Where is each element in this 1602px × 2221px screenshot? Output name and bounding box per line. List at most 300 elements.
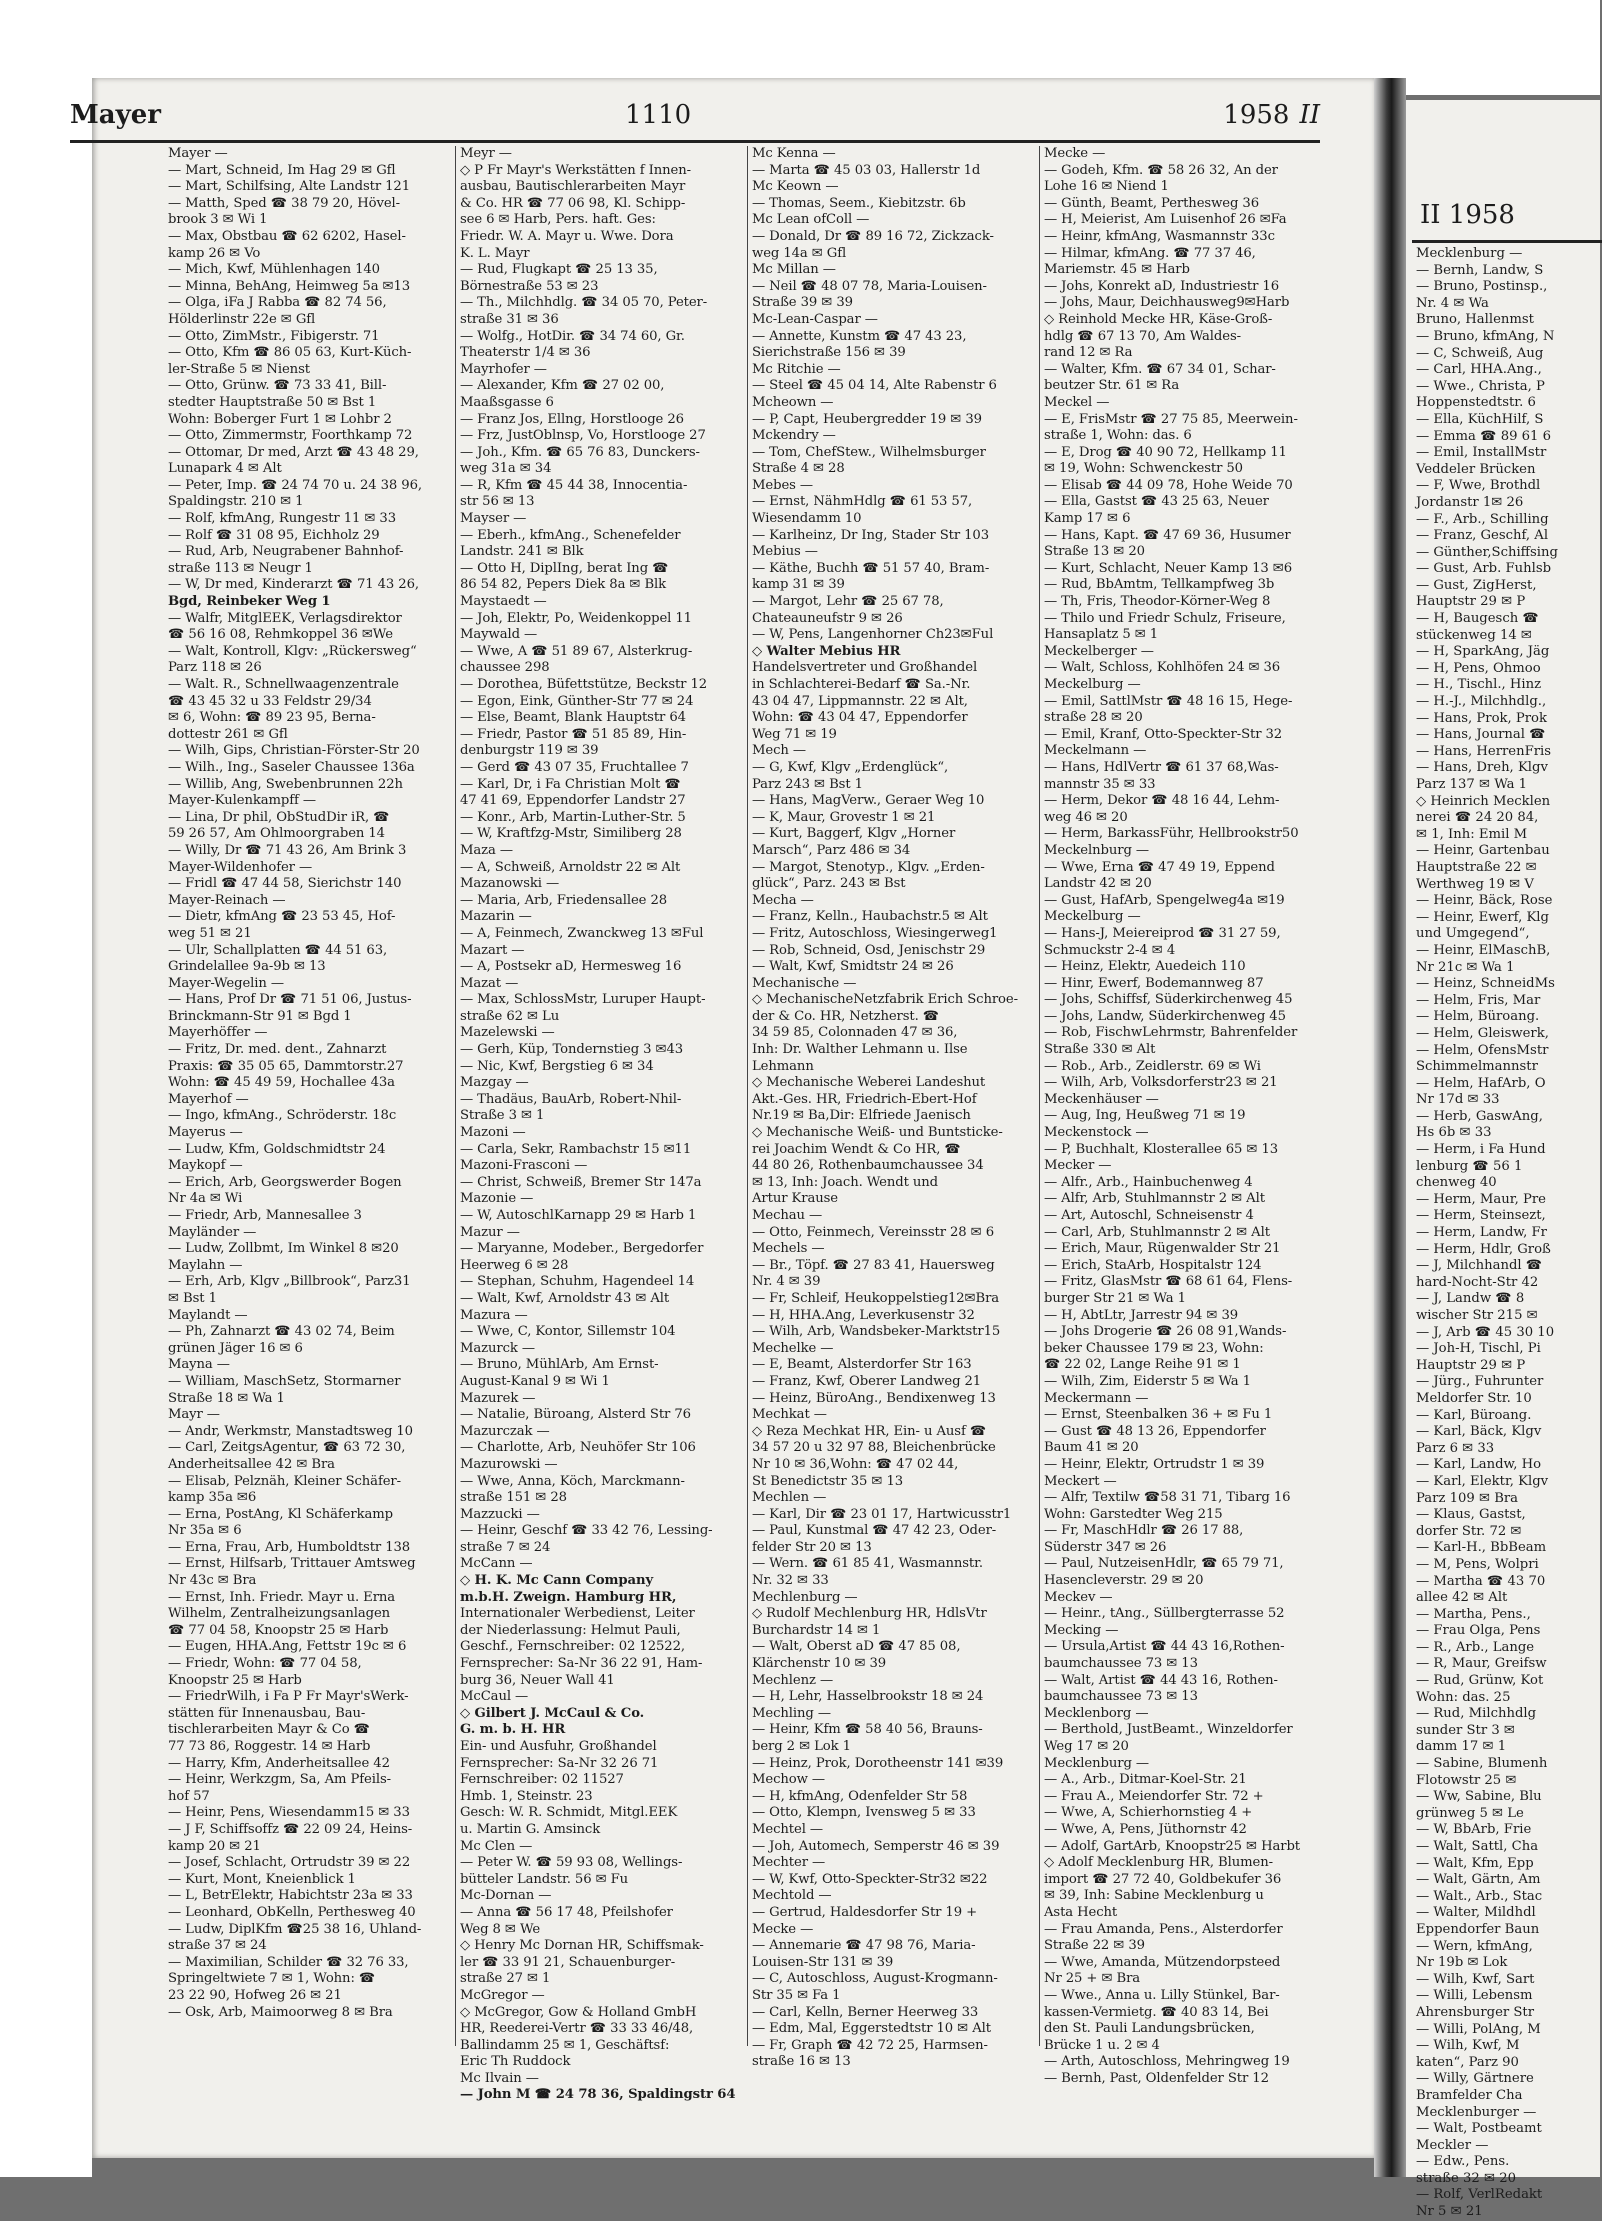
facing-page-entry-line: Hauptstr 29 ✉ P — [1416, 594, 1526, 610]
directory-entry-line: Anderheitsallee 42 ✉ Bra — [168, 1456, 335, 1472]
directory-entry-line: Handelsvertreter und Großhandel — [752, 660, 978, 676]
directory-entry-line: glück“, Parz. 243 ✉ Bst — [752, 876, 906, 892]
facing-page-entry-line: — Wern, kfmAng, — [1416, 1938, 1533, 1954]
facing-page-entry-line: Nr 5 ✉ 21 — [1416, 2204, 1483, 2220]
directory-entry-line: — Gust, HafArb, Spengelweg4a ✉19 — [1044, 892, 1285, 908]
directory-entry-line: Mecha — — [752, 892, 814, 908]
directory-entry-line: 47 41 69, Eppendorfer Landstr 27 — [460, 793, 686, 809]
directory-entry-line: — Rud, Flugkapt ☎ 25 13 35, — [460, 262, 658, 278]
directory-entry-line: Mechlenz — — [752, 1672, 834, 1688]
directory-entry-line: — Fr, MaschHdlr ☎ 26 17 88, — [1044, 1523, 1244, 1539]
facing-page-entry-line: chenweg 40 — [1416, 1175, 1497, 1191]
directory-entry-line: — Friedr, Pastor ☎ 51 85 89, Hin- — [460, 726, 687, 742]
directory-entry-line: — William, MaschSetz, Stormarner — [168, 1373, 401, 1389]
directory-entry-line: Mechter — — [752, 1855, 826, 1871]
directory-entry-line: ◇ Mechanische Weiß- und Buntsticke- — [752, 1125, 1003, 1141]
directory-entry-line: Meckermann — — [1044, 1390, 1149, 1406]
directory-entry-line: — H, Lehr, Hasselbrookstr 18 ✉ 24 — [752, 1689, 984, 1705]
directory-entry-line: see 6 ✉ Harb, Pers. haft. Ges: — [460, 212, 656, 228]
directory-entry-line: Nr 10 ✉ 36,Wohn: ☎ 47 02 44, — [752, 1456, 959, 1472]
directory-entry-line: — Gerh, Küp, Tondernstieg 3 ✉43 — [460, 1042, 684, 1058]
directory-entry-line: Mech — — [752, 743, 806, 759]
directory-entry-line: Meckev — — [1044, 1589, 1113, 1605]
directory-entry-line: — Heinr, Elektr, Ortrudstr 1 ✉ 39 — [1044, 1456, 1265, 1472]
directory-entry-line: Mc Millan — — [752, 262, 836, 278]
facing-page-entry-line: Schimmelmannstr — [1416, 1059, 1538, 1075]
directory-entry-line: — Hinr, Ewerf, Bodemannweg 87 — [1044, 975, 1264, 991]
directory-entry-line: Nr. 4 ✉ 39 — [752, 1274, 821, 1290]
directory-entry-line: Mariemstr. 45 ✉ Harb — [1044, 262, 1190, 278]
directory-entry-line: Mazat — — [460, 975, 519, 991]
directory-entry-line: — Joh, Automech, Semperstr 46 ✉ 39 — [752, 1838, 1000, 1854]
directory-entry-line: — Ludw, Zollbmt, Im Winkel 8 ✉20 — [168, 1241, 399, 1257]
directory-entry-line: — Edm, Mal, Eggerstedtstr 10 ✉ Alt — [752, 2021, 991, 2037]
facing-page-entry-line: Parz 137 ✉ Wa 1 — [1416, 777, 1528, 792]
facing-page-entry-line: — Rud, Grünw, Kot — [1416, 1673, 1544, 1689]
directory-entry-line: — Ludw, DiplKfm ☎25 38 16, Uhland- — [168, 1921, 422, 1937]
directory-entry-line: ◇ Walter Mebius HR — [752, 643, 901, 659]
directory-entry-line: HR, Reederei-Vertr ☎ 33 33 46/48, — [460, 2021, 694, 2037]
directory-entry-line: — Donald, Dr ☎ 89 16 72, Zickzack- — [752, 228, 994, 244]
directory-entry-line: — Herm, BarkassFühr, Hellbrookstr50 — [1044, 826, 1299, 842]
directory-entry-line: Mecke — — [752, 1921, 814, 1937]
header-year-volume — [1223, 100, 1320, 130]
directory-entry-line: Inh: Dr. Walther Lehmann u. Ilse — [752, 1042, 968, 1058]
facing-page-entry-line: — Willy, Gärtnere — [1416, 2071, 1534, 2087]
facing-page-entry-line: Nr 19b ✉ Lok — [1416, 1955, 1508, 1971]
directory-entry-line: import ☎ 27 72 40, Goldbekufer 36 — [1044, 1871, 1282, 1887]
directory-entry-line: Mayna — — [168, 1357, 230, 1373]
directory-entry-line: — Alfr., Arb., Hainbuchenweg 4 — [1044, 1174, 1253, 1190]
facing-page-entry-line: — R., Arb., Lange — [1416, 1639, 1535, 1655]
facing-page-entry-line: — Walt, Postbeamt — [1416, 2121, 1542, 2137]
facing-page-entry-line: Nr 21c ✉ Wa 1 — [1416, 959, 1515, 975]
directory-entry-line: — Ph, Zahnarzt ☎ 43 02 74, Beim — [168, 1324, 395, 1340]
facing-page-entry-line: Wohn: das. 25 — [1416, 1689, 1511, 1705]
facing-page-entry-line: — Bernh, Landw, S — [1416, 262, 1544, 278]
directory-entry-line: Mayr — — [168, 1407, 220, 1423]
directory-entry-line: — Erh, Arb, Klgv „Billbrook“, Parz31 — [168, 1274, 411, 1290]
facing-page-entry-line: — Karl, Elektr, Klgv — [1416, 1473, 1549, 1489]
facing-page-entry-line: hard-Nocht-Str 42 — [1416, 1274, 1539, 1290]
facing-page-entry-line: grünweg 5 ✉ Le — [1416, 1805, 1524, 1821]
facing-page-entry-line: — Frau Olga, Pens — [1416, 1623, 1541, 1639]
directory-entry-line: — Franz, Kelln., Haubachstr.5 ✉ Alt — [752, 909, 988, 925]
directory-entry-line: ◇ McGregor, Gow & Holland GmbH — [460, 2004, 697, 2020]
facing-page-entry-line: — Helm, Büroang. — [1416, 1009, 1540, 1025]
directory-entry-line: Friedr. W. A. Mayr u. Wwe. Dora — [460, 228, 674, 244]
directory-entry-line: — Carl, ZeitgsAgentur, ☎ 63 72 30, — [168, 1440, 406, 1456]
directory-entry-line: — Bruno, MühlArb, Am Ernst- — [460, 1357, 659, 1373]
directory-entry-line: Weg 71 ✉ 19 — [752, 726, 837, 742]
directory-entry-line: 23 22 90, Hofweg 26 ✉ 21 — [168, 1987, 342, 2003]
directory-entry-line: Geschf., Fernschreiber: 02 12522, — [460, 1639, 685, 1655]
directory-entry-line: in Schlachterei-Bedarf ☎ Sa.-Nr. — [752, 677, 971, 692]
directory-entry-line: burg 36, Neuer Wall 41 — [460, 1672, 615, 1688]
directory-entry-line: — Erich, Maur, Rügenwalder Str 21 — [1044, 1241, 1281, 1257]
directory-entry-line: — Osk, Arb, Maimoorweg 8 ✉ Bra — [168, 2004, 393, 2020]
directory-entry-line: Mecker — — [1044, 1158, 1112, 1174]
directory-entry-line: Fernsprecher: Sa-Nr 36 22 91, Ham- — [460, 1656, 703, 1672]
directory-entry-line: — Thilo und Friedr Schulz, Friseure, — [1044, 610, 1286, 626]
directory-entry-line: McCaul — — [460, 1689, 529, 1705]
directory-entry-line: — Thomas, Seem., Kiebitzstr. 6b — [752, 195, 966, 211]
directory-entry-line: — Tom, ChefStew., Wilhelmsburger — [752, 444, 986, 460]
directory-entry-line: kassen-Vermietg. ☎ 40 83 14, Bei — [1044, 2004, 1269, 2020]
directory-entry-line: — Leonhard, ObKelln, Perthesweg 40 — [168, 1904, 416, 1920]
directory-entry-line: 77 73 86, Roggestr. 14 ✉ Harb — [168, 1739, 371, 1754]
directory-entry-line: rand 12 ✉ Ra — [1044, 345, 1133, 361]
directory-entry-line: — Wilh, Arb, Wandsbeker-Marktstr15 — [752, 1324, 1001, 1340]
directory-entry-line: — Heinz, Prok, Dorotheenstr 141 ✉39 — [752, 1755, 1004, 1771]
directory-entry-line: Mazart — — [460, 942, 525, 958]
directory-entry-line: Meckelburg — — [1044, 909, 1141, 925]
directory-entry-line: — Ella, Gastst ☎ 43 25 63, Neuer — [1044, 494, 1269, 510]
facing-page-entry-line: — C, Schweiß, Aug — [1416, 345, 1544, 361]
directory-entry-line: Louisen-Str 131 ✉ 39 — [752, 1954, 894, 1970]
directory-entry-line: — Art, Autoschl, Schneisenstr 4 — [1044, 1208, 1254, 1223]
directory-entry-line: — Kurt, Baggerf, Klgv „Horner — [752, 826, 956, 842]
facing-page-entry-line: — R, Maur, Greifsw — [1416, 1656, 1547, 1672]
directory-entry-line: — H, AbtLtr, Jarrestr 94 ✉ 39 — [1044, 1307, 1239, 1323]
directory-entry-line: — Berthold, JustBeamt., Winzeldorfer — [1044, 1722, 1293, 1738]
directory-entry-line: ✉ Bst 1 — [168, 1290, 217, 1306]
directory-entry-line: — Dietr, kfmAng ☎ 23 53 45, Hof- — [168, 909, 396, 925]
directory-entry-line: — Wilh, Zim, Eiderstr 5 ✉ Wa 1 — [1044, 1373, 1251, 1389]
directory-entry-line: — Rud, Arb, Neugrabener Bahnhof- — [168, 544, 404, 560]
directory-entry-line: Mayer-Reinach — — [168, 892, 286, 908]
directory-entry-line: — Rob., Arb., Zeidlerstr. 69 ✉ Wi — [1044, 1058, 1261, 1074]
directory-entry-line: — Steel ☎ 45 04 14, Alte Rabenstr 6 — [752, 378, 997, 394]
directory-entry-line: 86 54 82, Pepers Diek 8a ✉ Blk — [460, 577, 667, 593]
directory-entry-line: — Anna ☎ 56 17 48, Pfeilshofer — [460, 1904, 673, 1920]
directory-entry-line: — Rolf, kfmAng, Rungestr 11 ✉ 33 — [168, 511, 396, 527]
directory-entry-line: kamp 26 ✉ Vo — [168, 245, 261, 261]
facing-page-entry-line: Jordanstr 1✉ 26 — [1416, 494, 1524, 510]
facing-page-entry-line: Bramfelder Cha — [1416, 2087, 1523, 2103]
directory-entry-line: Mc-Dornan — — [460, 1888, 552, 1904]
directory-entry-line: Straße 39 ✉ 39 — [752, 295, 853, 311]
directory-entry-line: 44 80 26, Rothenbaumchaussee 34 — [752, 1158, 984, 1174]
directory-entry-line: — Max, Obstbau ☎ 62 6202, Hasel- — [168, 228, 406, 244]
directory-entry-line: — Joh., Kfm. ☎ 65 76 83, Dunckers- — [460, 444, 700, 460]
directory-entry-line: Mazoni — — [460, 1125, 526, 1141]
directory-entry-line: — Wolfg., HotDir. ☎ 34 74 60, Gr. — [460, 328, 685, 344]
facing-page-entry-line: — Edw., Pens. — [1416, 2154, 1510, 2170]
directory-entry-line: — Maximilian, Schilder ☎ 32 76 33, — [168, 1954, 409, 1970]
directory-entry-line: — E, Drog ☎ 40 90 72, Hellkamp 11 — [1044, 444, 1287, 460]
directory-entry-line: Mayerhöffer — — [168, 1025, 268, 1041]
directory-entry-line: — Otto H, DiplIng, berat Ing ☎ — [460, 560, 669, 576]
facing-page-entry-line: — Wilh, Kwf, Sart — [1416, 1971, 1535, 1987]
directory-entry-line: — Walt, Schloss, Kohlhöfen 24 ✉ 36 — [1044, 660, 1281, 676]
directory-entry-line: ◇ Reinhold Mecke HR, Käse-Groß- — [1044, 311, 1273, 327]
directory-entry-line: — Else, Beamt, Blank Hauptstr 64 — [460, 710, 686, 726]
directory-entry-line: — H, kfmAng, Odenfelder Str 58 — [752, 1788, 968, 1804]
directory-entry-line: Straße 3 ✉ 1 — [460, 1108, 545, 1124]
directory-entry-line: — Wwe, A, Schierhornstieg 4 + — [1044, 1805, 1253, 1821]
directory-entry-line: — Otto, Klempn, Ivensweg 5 ✉ 33 — [752, 1805, 976, 1821]
directory-entry-line: — W, Pens, Langenhorner Ch23✉Ful — [752, 627, 994, 643]
directory-entry-line: — Th., Milchhdlg. ☎ 34 05 70, Peter- — [460, 295, 708, 311]
directory-entry-line: — Gerd ☎ 43 07 35, Fruchtallee 7 — [460, 759, 689, 775]
facing-page-entry-line: — Heinr, Ewerf, Klg — [1416, 909, 1549, 925]
directory-entry-line: — John M ☎ 24 78 36, Spaldingstr 64 — [460, 2087, 736, 2103]
directory-entry-line: K. L. Mayr — [460, 245, 530, 261]
directory-entry-line: — Fr, Schleif, Heukoppelstieg12✉Bra — [752, 1290, 1000, 1306]
directory-entry-line: straße 113 ✉ Neugr 1 — [168, 560, 313, 576]
directory-entry-line: Mechow — — [752, 1772, 825, 1788]
directory-entry-line: — Friedr, Wohn: ☎ 77 04 58, — [168, 1656, 362, 1672]
header-rule — [70, 140, 1320, 143]
directory-entry-line: Landstr 42 ✉ 20 — [1044, 876, 1152, 892]
directory-entry-line: — Kurt, Schlacht, Neuer Kamp 13 ✉6 — [1044, 560, 1292, 576]
facing-page-entry-line: — Willi, Lebensm — [1416, 1988, 1533, 2004]
directory-entry-line: Maaßsgasse 6 — [460, 394, 554, 410]
directory-entry-line: Mayerhof — — [168, 1091, 249, 1107]
directory-entry-line: — Carl, Kelln, Berner Heerweg 33 — [752, 2004, 979, 2020]
directory-entry-line: dottestr 261 ✉ Gfl — [168, 726, 288, 742]
directory-entry-line: — A, Feinmech, Zwanckweg 13 ✉Ful — [460, 925, 704, 941]
facing-page-entry-line: nerei ☎ 24 20 84, — [1416, 810, 1539, 826]
facing-page-entry-line: — Hans, Prok, Prok — [1416, 710, 1547, 726]
directory-entry-line: — Rud, BbAmtm, Tellkampfweg 3b — [1044, 577, 1275, 593]
facing-page-entry-line: — Herm, Hdlr, Groß — [1416, 1241, 1551, 1257]
facing-page-entry-line: — Walt, Gärtn, Am — [1416, 1872, 1541, 1888]
directory-entry-line: Kamp 17 ✉ 6 — [1044, 511, 1131, 527]
directory-entry-line: Landstr. 241 ✉ Blk — [460, 544, 584, 560]
directory-entry-line: — Ernst, NähmHdlg ☎ 61 53 57, — [752, 494, 973, 510]
directory-entry-line: Nr 4a ✉ Wi — [168, 1191, 243, 1207]
directory-entry-line: Mc Ritchie — — [752, 361, 841, 377]
directory-entry-line: — Wern. ☎ 61 85 41, Wasmannstr. — [752, 1556, 983, 1572]
directory-entry-line: Mayer-Wildenhofer — — [168, 859, 313, 875]
directory-entry-line: — Egon, Eink, Günther-Str 77 ✉ 24 — [460, 693, 694, 709]
directory-entry-line: Theaterstr 1/4 ✉ 36 — [460, 345, 591, 361]
directory-entry-line: Mcheown — — [752, 394, 834, 410]
directory-entry-line: den St. Pauli Landungsbrücken, — [1044, 2021, 1255, 2037]
facing-page-entry-line: — Emil, InstallMstr — [1416, 445, 1547, 461]
directory-entry-line: weg 31a ✉ 34 — [460, 461, 552, 477]
directory-entry-line: 43 04 47, Lippmannstr. 22 ✉ Alt, — [752, 693, 968, 709]
directory-entry-line: Knoopstr 25 ✉ Harb — [168, 1672, 302, 1688]
directory-entry-line: — Friedr, Arb, Mannesallee 3 — [168, 1208, 362, 1223]
directory-entry-line: Sierichstraße 156 ✉ 39 — [752, 345, 906, 361]
facing-page-entry-line: sunder Str 3 ✉ — [1416, 1722, 1515, 1738]
directory-entry-line: — Heinr, Pens, Wiesendamm15 ✉ 33 — [168, 1805, 410, 1821]
directory-entry-line: hdlg ☎ 67 13 70, Am Waldes- — [1044, 328, 1241, 344]
directory-entry-line: McGregor — — [460, 1987, 545, 2003]
facing-page-entry-line: — W, BbArb, Frie — [1416, 1822, 1532, 1838]
directory-entry-line: Mazura — — [460, 1307, 528, 1323]
directory-entry-line: Mebes — — [752, 477, 814, 493]
directory-entry-line: — Alfr, Textilw ☎58 31 71, Tibarg 16 — [1044, 1490, 1291, 1506]
directory-entry-line: Wohn: ☎ 45 49 59, Hochallee 43a — [168, 1075, 395, 1091]
directory-entry-line: — Wwe, Anna, Köch, Marckmann- — [460, 1473, 685, 1489]
header-volume: II — [1299, 100, 1320, 130]
directory-column-2 — [460, 146, 742, 2103]
facing-page-entry-line: Hoppenstedtstr. 6 — [1416, 395, 1536, 411]
directory-entry-line: Mayer-Kulenkampff — — [168, 793, 316, 809]
directory-entry-line: Meckelburg — — [1044, 677, 1141, 692]
column-divider — [747, 146, 748, 2046]
directory-entry-line: ✉ 13, Inh: Joach. Wendt und — [752, 1174, 939, 1190]
facing-page-entry-line: ◇ Heinrich Mecklen — [1416, 793, 1551, 809]
directory-entry-line: — Aug, Ing, Heußweg 71 ✉ 19 — [1044, 1108, 1246, 1124]
facing-page-entry-line: — Gust, Arb. Fuhlsb — [1416, 561, 1552, 577]
directory-entry-line: — Fritz, Dr. med. dent., Zahnarzt — [168, 1042, 387, 1058]
facing-page-entry-line: Eppendorfer Baun — [1416, 1921, 1540, 1937]
column-divider — [455, 146, 456, 2046]
directory-entry-line: berg 2 ✉ Lok 1 — [752, 1739, 851, 1754]
directory-entry-line: — Harry, Kfm, Anderheitsallee 42 — [168, 1755, 390, 1771]
directory-entry-line: str 56 ✉ 13 — [460, 494, 535, 510]
directory-entry-line: — Otto, Grünw. ☎ 73 33 41, Bill- — [168, 378, 387, 394]
directory-entry-line: — Eberh., kfmAng., Schenefelder — [460, 527, 681, 543]
directory-entry-line: kamp 20 ✉ 21 — [168, 1838, 261, 1854]
directory-entry-line: ☎ 43 45 32 u 33 Feldstr 29/34 — [168, 693, 372, 709]
facing-page-entry-line: — Helm, HafArb, O — [1416, 1075, 1546, 1091]
directory-entry-line: u. Martin G. Amsinck — [460, 1821, 601, 1837]
directory-entry-line: ausbau, Bautischlerarbeiten Mayr — [460, 179, 686, 195]
directory-entry-line: straße 1, Wohn: das. 6 — [1044, 428, 1192, 444]
facing-page-header: II 1958 — [1420, 200, 1515, 230]
directory-entry-line: — Otto, Kfm ☎ 86 05 63, Kurt-Küch- — [168, 345, 412, 361]
facing-page-entry-line: Meldorfer Str. 10 — [1416, 1390, 1532, 1406]
directory-entry-line: — Maryanne, Modeber., Bergedorfer — [460, 1241, 704, 1257]
directory-entry-line: Mecklenburg — — [1044, 1755, 1149, 1771]
directory-entry-line: — Franz, Kwf, Oberer Landweg 21 — [752, 1373, 982, 1389]
directory-entry-line: — Walt, Oberst aD ☎ 47 85 08, — [752, 1639, 961, 1655]
directory-entry-line: — Nic, Kwf, Bergstieg 6 ✉ 34 — [460, 1058, 654, 1074]
directory-entry-line: Mckendry — — [752, 428, 836, 444]
directory-entry-line: ☎ 22 02, Lange Reihe 91 ✉ 1 — [1044, 1357, 1241, 1373]
header-page-number: 1110 — [625, 100, 692, 130]
directory-entry-line: ◇ Reza Mechkat HR, Ein- u Ausf ☎ — [752, 1423, 987, 1439]
directory-entry-line: Marsch“, Parz 486 ✉ 34 — [752, 842, 911, 858]
directory-entry-line: — Gertrud, Haldesdorfer Str 19 + — [752, 1904, 978, 1920]
directory-entry-line: felder Str 20 ✉ 13 — [752, 1539, 872, 1555]
directory-entry-line: Lunapark 4 ✉ Alt — [168, 461, 282, 477]
directory-entry-line: — Hans-J, Meiereiprod ☎ 31 27 59, — [1044, 925, 1281, 941]
directory-entry-line: Meckenhäuser — — [1044, 1091, 1159, 1107]
directory-entry-line: Mayer — — [168, 146, 228, 161]
facing-page-entry-line: — Martha ☎ 43 70 — [1416, 1573, 1546, 1589]
directory-entry-line: — Walt, Kontroll, Klgv: „Rückersweg“ — [168, 643, 417, 659]
directory-entry-line: Mayer-Wegelin — — [168, 975, 284, 991]
directory-entry-line: Mayser — — [460, 511, 527, 527]
directory-entry-line: Mechtel — — [752, 1821, 823, 1837]
directory-entry-line: Mazelewski — — [460, 1025, 555, 1041]
directory-entry-line: Mecklenborg — — [1044, 1705, 1149, 1721]
directory-entry-line: — Fr, Graph ☎ 42 72 25, Harmsen- — [752, 2037, 988, 2053]
facing-page-entry-line: — Karl, Bäck, Klgv — [1416, 1424, 1542, 1440]
directory-entry-line: — Charlotte, Arb, Neuhöfer Str 106 — [460, 1440, 696, 1456]
directory-entry-line: straße 37 ✉ 24 — [168, 1938, 267, 1954]
facing-page-entry-line: — Hans, Journal ☎ — [1416, 727, 1546, 743]
facing-page-entry-line: und Umgegend“, — [1416, 926, 1530, 942]
directory-entry-line: Schmuckstr 2-4 ✉ 4 — [1044, 942, 1176, 958]
facing-page-entry-line: Parz 109 ✉ Bra — [1416, 1490, 1519, 1506]
facing-page-entry-line: — Herb, GaswAng, — [1416, 1108, 1543, 1124]
facing-page-entry-line: — Helm, OfensMstr — [1416, 1042, 1549, 1058]
directory-entry-line: — Walt. R., Schnellwaagenzentrale — [168, 677, 399, 692]
directory-entry-line: Mazoni-Frasconi — — [460, 1158, 588, 1174]
directory-entry-line: Meckert — — [1044, 1473, 1117, 1489]
facing-page-entry-line: — Karl, Büroang. — [1416, 1407, 1532, 1423]
directory-entry-line: — Heinr, kfmAng, Wasmannstr 33c — [1044, 228, 1275, 244]
facing-page-entry-line: — Wwe., Christa, P — [1416, 378, 1545, 394]
facing-page-entry-line: — Wilh, Kwf, M — [1416, 2038, 1520, 2054]
directory-entry-line: 34 57 20 u 32 97 88, Bleichenbrücke — [752, 1440, 996, 1456]
directory-entry-line: G. m. b. H. HR — [460, 1722, 566, 1738]
facing-page-entry-line: — J, Milchhandl ☎ — [1416, 1258, 1543, 1274]
directory-entry-line: — Elisab ☎ 44 09 78, Hohe Weide 70 — [1044, 477, 1293, 493]
directory-entry-line: Mazur — — [460, 1224, 520, 1240]
directory-entry-line: bütteler Landstr. 56 ✉ Fu — [460, 1871, 629, 1887]
directory-entry-line: chaussee 298 — [460, 660, 550, 676]
directory-entry-line: ◇ Mechanische Weberei Landeshut — [752, 1075, 986, 1091]
facing-page-entry-line: — Emma ☎ 89 61 6 — [1416, 428, 1552, 444]
page-header — [70, 100, 1320, 140]
directory-entry-line: Mechanische — — [752, 975, 857, 991]
directory-entry-line: — Ernst, Hilfsarb, Trittauer Amtsweg — [168, 1556, 416, 1572]
facing-page-entry-line: — Gust, ZigHerst, — [1416, 577, 1537, 593]
directory-entry-line: weg 51 ✉ 21 — [168, 925, 252, 941]
facing-page-entry-line: — Herm, i Fa Hund — [1416, 1142, 1546, 1158]
directory-entry-line: — Bernh, Past, Oldenfelder Str 12 — [1044, 2070, 1269, 2086]
directory-entry-line: ◇ Rudolf Mechlenburg HR, HdlsVtr — [752, 1606, 987, 1622]
directory-entry-line: — Peter, Imp. ☎ 24 74 70 u. 24 38 96, — [168, 477, 422, 493]
directory-entry-line: Parz 243 ✉ Bst 1 — [752, 776, 863, 792]
directory-entry-line: tischlerarbeiten Mayr & Co ☎ — [168, 1722, 370, 1738]
directory-entry-line: 59 26 57, Am Ohlmoorgraben 14 — [168, 826, 385, 842]
directory-entry-line: — H, Meierist, Am Luisenhof 26 ✉Fa — [1044, 212, 1287, 228]
directory-entry-line: Wohn: Boberger Furt 1 ✉ Lohbr 2 — [168, 411, 392, 427]
directory-entry-line: — R, Kfm ☎ 45 44 38, Innocentia- — [460, 477, 688, 493]
facing-page-entry-line: — Heinr, Bäck, Rose — [1416, 893, 1553, 909]
directory-entry-line: Meckelmann — — [1044, 743, 1147, 759]
directory-entry-line: Mazurek — — [460, 1390, 536, 1406]
facing-page-entry-line: — Bruno, kfmAng, N — [1416, 328, 1555, 344]
directory-entry-line: — Arth, Autoschloss, Mehringweg 19 — [1044, 2054, 1290, 2070]
directory-entry-line: kamp 35a ✉6 — [168, 1490, 257, 1506]
directory-entry-line: — Alexander, Kfm ☎ 27 02 00, — [460, 378, 665, 394]
facing-page-entry-line: — Helm, Fris, Mar — [1416, 992, 1541, 1008]
directory-entry-line: straße 31 ✉ 36 — [460, 311, 559, 327]
directory-entry-line: & Co. HR ☎ 77 06 98, Kl. Schipp- — [460, 195, 686, 211]
directory-entry-line: Hasencleverstr. 29 ✉ 20 — [1044, 1573, 1204, 1589]
facing-page-entry-line: — Jürg., Fuhrunter — [1416, 1374, 1544, 1390]
directory-entry-line: Mc-Lean-Caspar — — [752, 311, 878, 327]
directory-entry-line: Akt.-Ges. HR, Friedrich-Ebert-Hof — [752, 1091, 977, 1107]
directory-entry-line: rei Joachim Wendt & Co HR, ☎ — [752, 1141, 961, 1157]
directory-entry-line: Straße 22 ✉ 39 — [1044, 1938, 1145, 1954]
directory-entry-line: Mayländer — — [168, 1224, 257, 1240]
directory-entry-line: — Ingo, kfmAng., Schröderstr. 18c — [168, 1108, 397, 1124]
directory-entry-line: — Andr, Werkmstr, Manstadtsweg 10 — [168, 1423, 413, 1439]
directory-entry-line: — Rob, Schneid, Osd, Jenischstr 29 — [752, 942, 986, 958]
directory-entry-line: Wiesendamm 10 — [752, 511, 862, 527]
facing-page-entry-line: — Martha, Pens., — [1416, 1606, 1531, 1622]
directory-entry-line: Mc Ilvain — — [460, 2070, 539, 2086]
directory-entry-line: Straße 18 ✉ Wa 1 — [168, 1390, 285, 1406]
facing-page-entry-line: Hs 6b ✉ 33 — [1416, 1125, 1492, 1141]
facing-page-header-rule — [1412, 240, 1602, 243]
facing-page-entry-line: — Hans, HerrenFris — [1416, 743, 1552, 759]
directory-entry-line: beutzer Str. 61 ✉ Ra — [1044, 378, 1180, 394]
directory-entry-line: — E, FrisMstr ☎ 27 75 85, Meerwein- — [1044, 411, 1298, 427]
